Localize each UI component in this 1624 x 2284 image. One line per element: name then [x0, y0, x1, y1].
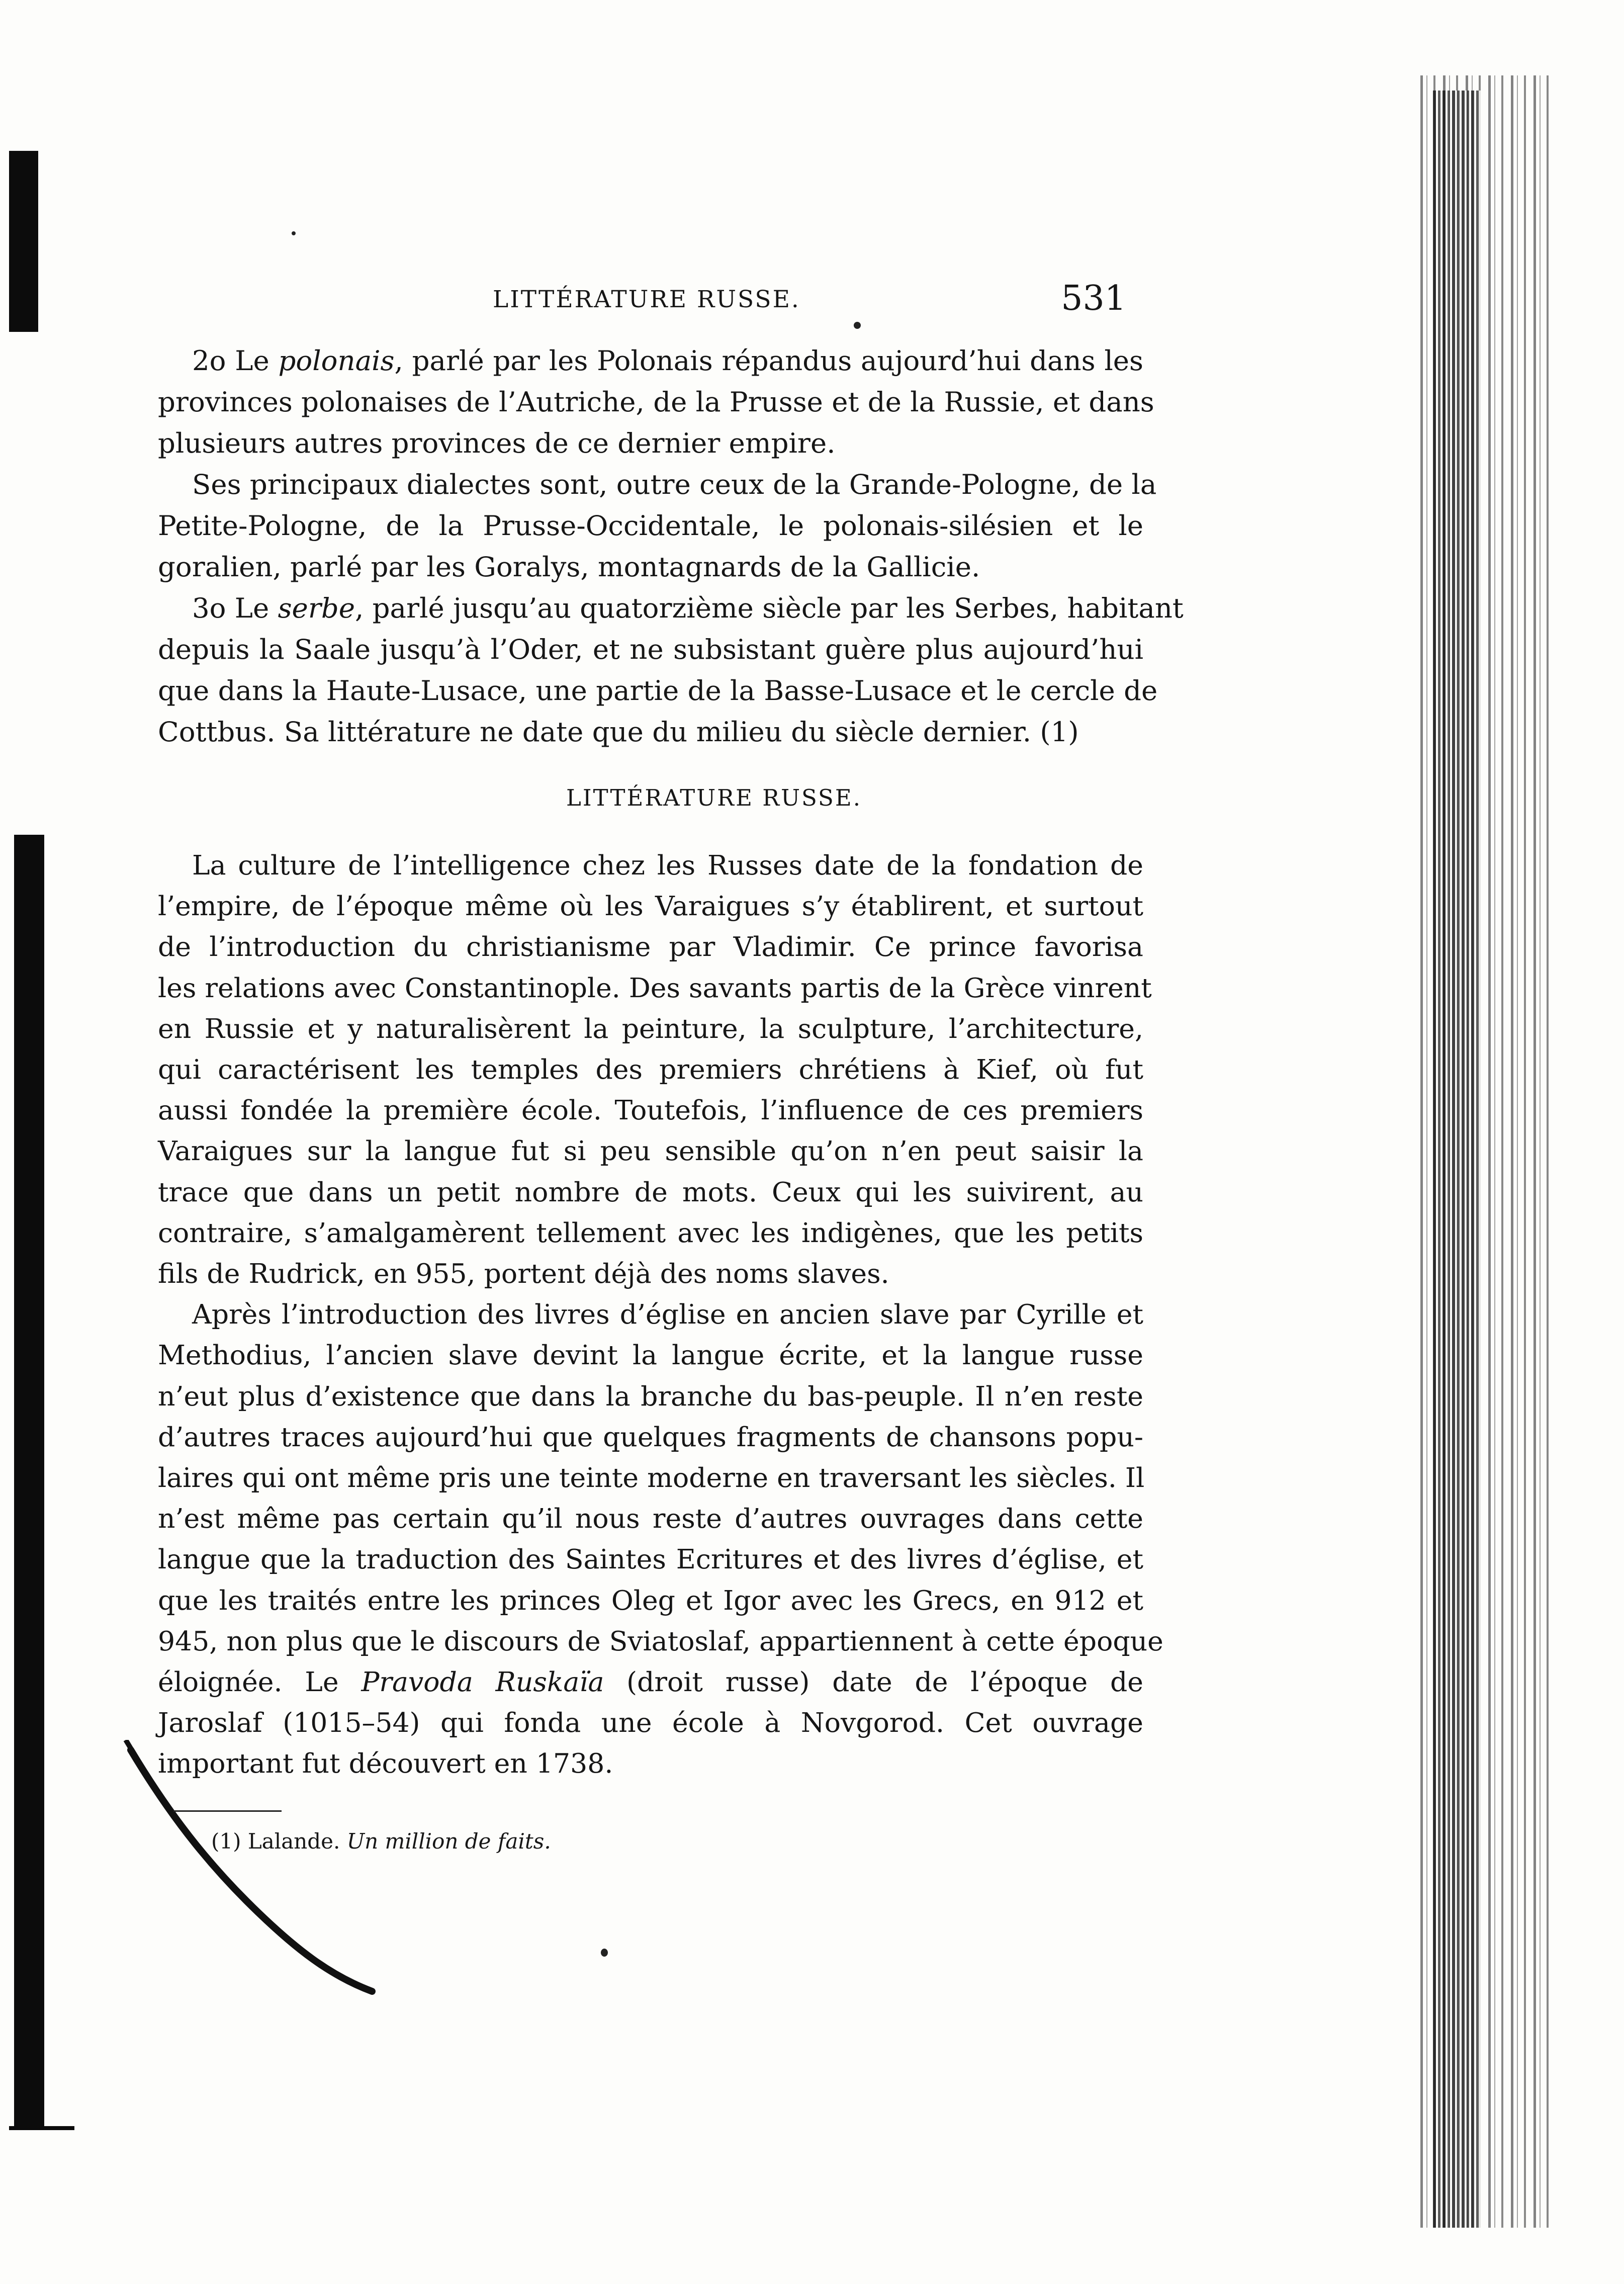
text-line — [158, 587, 1184, 629]
text-segment: 2o Le — [192, 344, 279, 377]
footnote-source: Un million de faits. — [346, 1829, 551, 1854]
text-line: de l’introduction du christianisme par Vladimir. Ce prince favorisa — [158, 931, 1143, 963]
text-line: que les traités entre les princes Oleg et Igor avec les Grecs, en 912 et — [158, 1584, 1143, 1616]
text-line: que dans la Haute-Lusace, une partie de la Basse-Lusace et le cercle de — [158, 674, 1158, 707]
text-line: laires qui ont même pris une teinte moderne en traversant les siècles. Il — [158, 1462, 1145, 1494]
footnote — [211, 1829, 551, 1854]
page-number: 531 — [1061, 279, 1126, 318]
text-line: n’eut plus d’existence que dans la branche du bas-peuple. Il n’en reste — [158, 1380, 1143, 1412]
main-section — [158, 845, 1163, 1784]
text-line: 945, non plus que le discours de Sviatoslaf, appartiennent à cette époque — [158, 1625, 1163, 1657]
ink-speck — [292, 231, 296, 235]
text-line: Ses principaux dialectes sont, outre ceux de la Grande-Pologne, de la — [192, 468, 1157, 500]
text-line — [158, 1661, 1143, 1702]
text-line: l’empire, de l’époque même où les Varaigues s’y établirent, et surtout — [158, 890, 1143, 922]
italic-term: polonais — [278, 344, 395, 377]
text-line: contraire, s’amalgamèrent tellement avec les indigènes, que les petits — [158, 1216, 1143, 1249]
text-line: fils de Rudrick, en 955, portent déjà des noms slaves. — [158, 1258, 889, 1290]
text-line: trace que dans un petit nombre de mots. Ceux qui les suivirent, au — [158, 1176, 1143, 1208]
text-line: Varaigues sur la langue fut si peu sensible qu’on n’en peut saisir la — [158, 1135, 1143, 1167]
scan-margin-bar-foot — [9, 2126, 74, 2130]
section-heading: LITTÉRATURE RUSSE. — [566, 784, 862, 811]
scan-margin-bar-top — [9, 151, 38, 332]
text-line: La culture de l’intelligence chez les Russes date de la fondation de — [192, 849, 1143, 881]
text-line: aussi fondée la première école. Toutefois, l’influence de ces premiers — [158, 1094, 1143, 1126]
text-line: plusieurs autres provinces de ce dernier empire. — [158, 427, 836, 459]
text-line: Cottbus. Sa littérature ne date que du milieu du siècle dernier. (1) — [158, 716, 1079, 748]
text-line: n’est même pas certain qu’il nous reste d’autres ouvrages dans cette — [158, 1503, 1143, 1535]
page-edge-binding — [1433, 91, 1481, 2228]
ink-speck — [854, 322, 861, 329]
text-line — [158, 340, 1143, 381]
text-line: qui caractérisent les temples des premiers chrétiens à Kief, où fut — [158, 1053, 1143, 1086]
text-line: en Russie et y naturalisèrent la peinture, la sculpture, l’architecture, — [158, 1012, 1143, 1044]
text-line: Petite-Pologne, de la Prusse-Occidentale, le polonais-silésien et le — [158, 509, 1143, 542]
text-line: Jaroslaf (1015–54) qui fonda une école à Novgorod. Cet ouvrage — [158, 1707, 1143, 1739]
text-segment: , parlé par les Polonais répandus aujourd’hui dans les — [394, 344, 1143, 377]
italic-term: Pravoda Ruskaïa — [361, 1666, 604, 1698]
text-line: important fut découvert en 1738. — [158, 1747, 613, 1780]
text-line: depuis la Saale jusqu’à l’Oder, et ne subsistant guère plus aujourd’hui — [158, 633, 1143, 665]
top-section — [158, 340, 1184, 752]
text-segment: éloignée. Le — [158, 1666, 362, 1698]
text-segment: (droit russe) date de l’époque de — [604, 1666, 1143, 1698]
scan-margin-bar-bottom — [14, 835, 44, 2127]
running-header — [493, 279, 1126, 322]
ink-speck — [601, 1949, 608, 1957]
running-title: LITTÉRATURE RUSSE. — [493, 286, 800, 313]
text-line: Après l’introduction des livres d’église en ancien slave par Cyrille et — [192, 1298, 1143, 1331]
footnote-rule — [173, 1810, 282, 1812]
text-line: d’autres traces aujourd’hui que quelques fragments de chansons popu- — [158, 1421, 1143, 1453]
italic-term: serbe — [278, 592, 355, 624]
footnote-marker: (1) Lalande. — [211, 1829, 340, 1854]
text-segment: , parlé jusqu’au quatorzième siècle par les Serbes, habitant — [355, 592, 1184, 624]
text-segment: 3o Le — [192, 592, 278, 624]
text-line: les relations avec Constantinople. Des savants partis de la Grèce vinrent — [158, 972, 1152, 1004]
text-line: Methodius, l’ancien slave devint la langue écrite, et la langue russe — [158, 1339, 1143, 1371]
text-line: goralien, parlé par les Goralys, montagnards de la Gallicie. — [158, 551, 980, 583]
text-line: provinces polonaises de l’Autriche, de la Prusse et de la Russie, et dans — [158, 386, 1154, 418]
text-line: langue que la traduction des Saintes Ecritures et des livres d’église, et — [158, 1543, 1143, 1575]
